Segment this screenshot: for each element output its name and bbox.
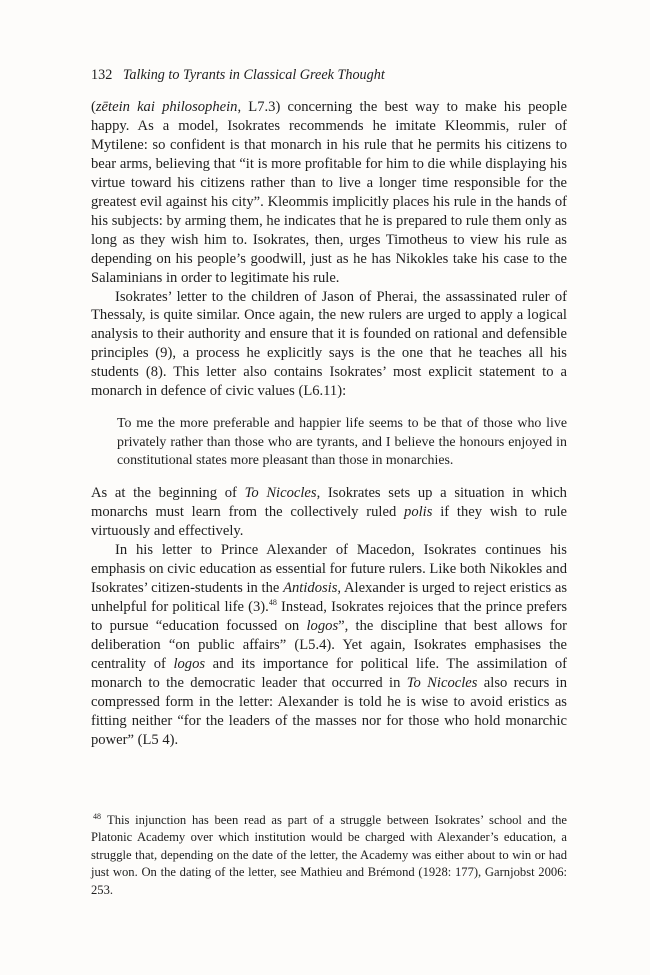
work-title-antidosis: Antidosis (283, 580, 338, 597)
work-title: To Nicocles (406, 675, 478, 691)
footnote-reference[interactable]: 48 (268, 598, 277, 608)
greek-term-logos: logos (306, 618, 339, 635)
footnote (91, 808, 567, 899)
footnote-text: This injunction has been read as part of a struggle between Isokrates’ school and the Platonic Academy over which institution would be charged with Alexander’s education, a struggle that, depending on the date of the letter, the Academy was either about to win or had just won. On the dating of the letter, see Mathieu and Brémond (1928: 177), Garnjobst 2006: 253. (91, 813, 567, 897)
paragraph-3-text-b: , Isokrates sets up a situation in which monarchs must learn from the collectively ruled (91, 485, 567, 521)
running-header (91, 66, 385, 84)
paragraph-1-text: , L7.3) concerning the best way to make his people happy. As a model, Isokrates recommends he imitate Kleommis, ruler of Mytilene: so confident is that monarch in his rule that he permits his citizens to bear arms, believing that “it is more profitable for him to die while displaying his virtue toward his citizens rather than to live a longer time responsible for the greatest evil against his city”. Kleommis implicitly places his rule in the hands of his subjects: by arming them, he indicates that he is prepared to rule them only as long as they wish him to. Isokrates, then, urges Timotheus to view his rule as depending on his people’s goodwill, just as he has Nikokles take his case to the Salaminians in order to legitimate his rule. (91, 99, 567, 286)
paragraph-4-text-d: ”, the discipline that best allows for deliberation “on public affairs” (L5.4). Yet again, Isokrates emphasises the centrality of (91, 618, 567, 673)
greek-term-polis: polis (404, 504, 433, 521)
block-quote: To me the more preferable and happier life seems to be that of those who live privately rather than those who are tyrants, and I believe the honours enjoyed in constitutional states more pleasant than those in monarchies. (117, 416, 567, 469)
main-text (91, 98, 567, 750)
paragraph-4-text-b: , Alexander is urged to reject eristics as unhelpful for political life (3). (91, 580, 567, 616)
paragraph-4-text-c: Instead, Isokrates rejoices that the prince prefers to pursue “education focussed on (91, 599, 567, 635)
page-number: 132 (91, 67, 113, 83)
footnote-number: 48 (93, 812, 101, 821)
paragraph-4-text-f: also recurs in compressed form in the letter: Alexander is told he is wise to avoid eristics as fitting neither “for the leaders of the masses nor for those who hold monarchic power” (L5 4). (91, 675, 567, 748)
paragraph-3 (91, 484, 567, 541)
paragraph-4 (91, 541, 567, 749)
paragraph-3-text-c: if they wish to rule virtuously and effectively. (91, 504, 567, 540)
paragraph-1: (zētein kai philosophein, L7.3) concerning the best way to make his people happy. As a model, Isokrates recommends he imitate Kleommis, ruler of Mytilene: so confident is that monarch in his rule that he permits his citizens to bear arms, believing that “it is more profitable for him to die while displaying his virtue toward his citizens rather than to live a longer time responsible for the greatest evil against his city”. Kleommis implicitly places his rule in the hands of his subjects: by arming them, he indicates that he is prepared to rule them only as long as they wish him to. Isokrates, then, urges Timotheus to view his rule as depending on his people’s goodwill, just as he has Nikokles take his case to the Salaminians in order to legitimate his rule. (91, 99, 567, 286)
greek-term: zētein kai philosophein (95, 99, 238, 115)
paragraph-2: Isokrates’ letter to the children of Jason of Pherai, the assassinated ruler of Thessaly, is quite similar. Once again, the new rulers are urged to apply a logical analysis to their authority and ensure that it is founded on rational and defensible principles (9), a process he explicitly says is the one that he teaches all his students (8). This letter also contains Isokrates’ most explicit statement to a monarch in defence of civic values (L6.11): (91, 288, 567, 400)
work-title: To Nicocles (244, 485, 317, 502)
greek-term-logos: logos (173, 656, 206, 673)
paragraph-4-text-e: and its importance for political life. The assimilation of monarch to the democratic leader that occurred in (91, 656, 567, 691)
paragraph-4-text-a: In his letter to Prince Alexander of Macedon, Isokrates continues his emphasis on civic education as essential for future rulers. Like both Nikokles and Isokrates’ citizen-students in the (91, 542, 567, 597)
running-title: Talking to Tyrants in Classical Greek Thought (122, 67, 385, 83)
paragraph-3-text-a: As at the beginning of (91, 485, 245, 502)
